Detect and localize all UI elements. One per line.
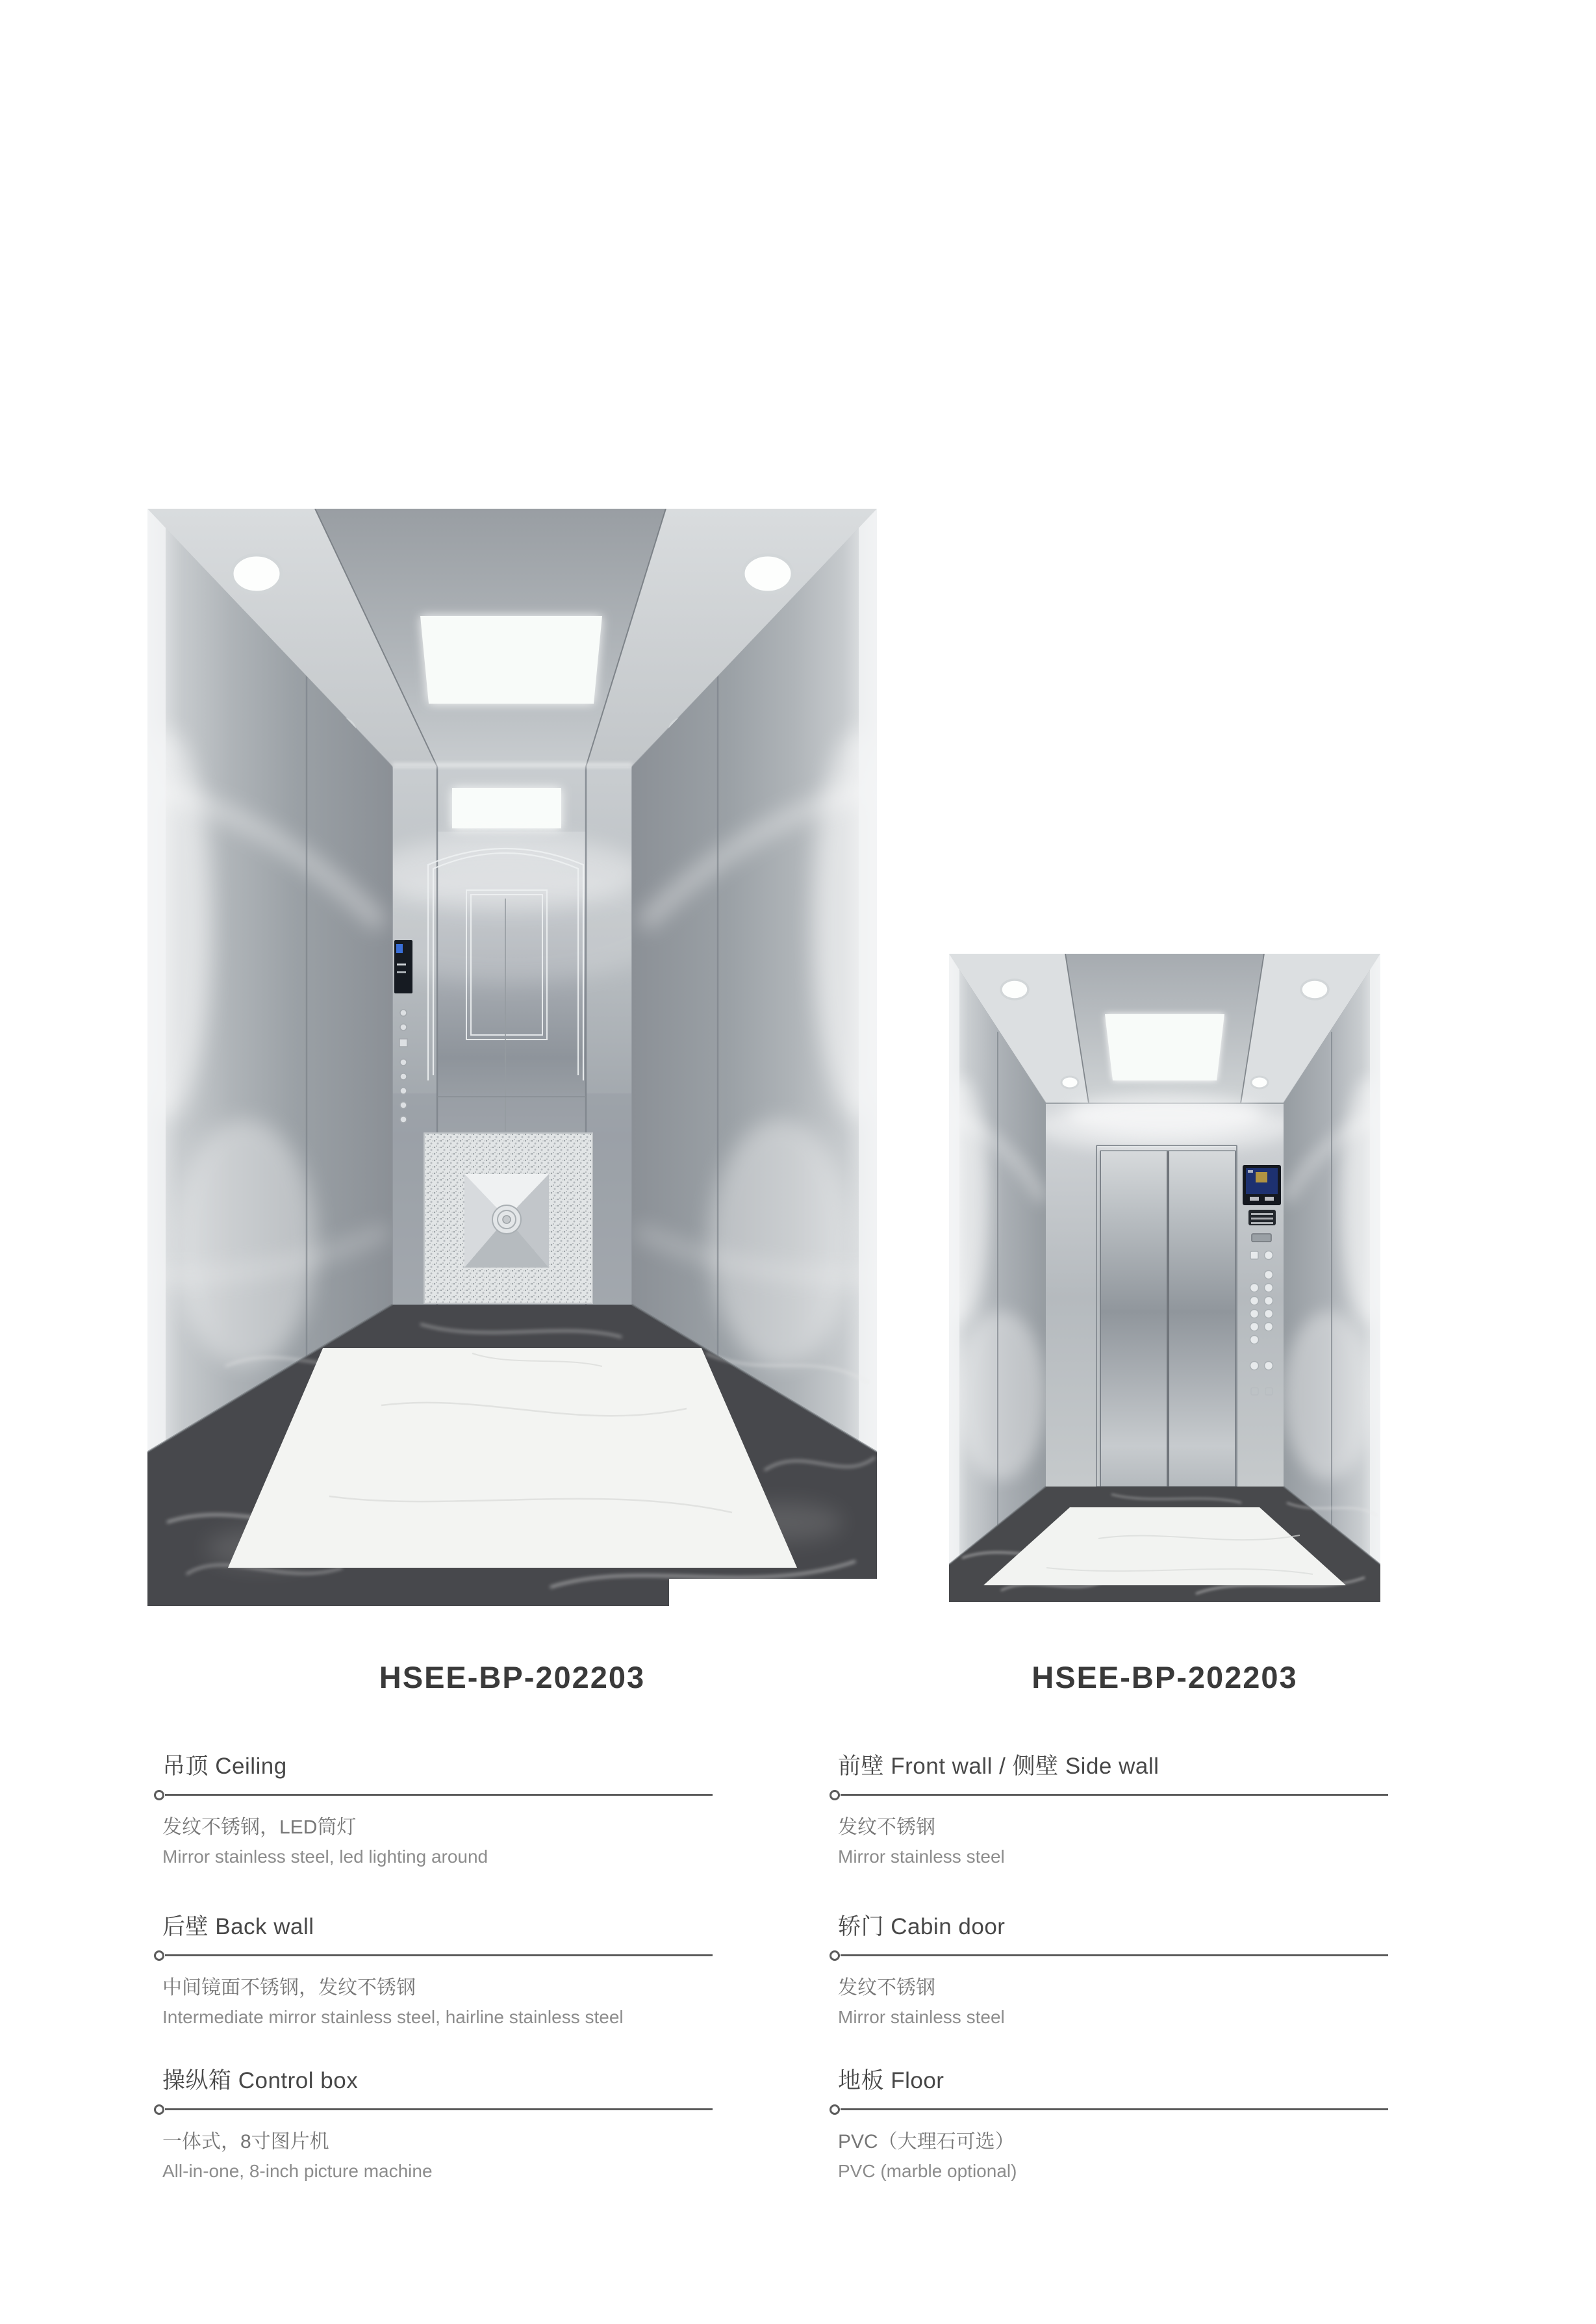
spec-heading: 操纵箱 Control box	[162, 2068, 359, 2093]
divider-circle-icon	[154, 2104, 164, 2115]
divider-line	[165, 1954, 713, 1957]
ceiling-light-panel	[1105, 1014, 1224, 1080]
control-button	[400, 1059, 407, 1066]
spec-desc-en: Intermediate mirror stainless steel, hairline stainless steel	[162, 2006, 624, 2027]
elevator-cabin-render-large	[147, 509, 877, 1606]
spec-section-control-box	[154, 2067, 713, 2182]
divider-line	[841, 1954, 1388, 1957]
cabin-door-left-panel	[1100, 1151, 1167, 1487]
spec-desc-en: All-in-one, 8-inch picture machine	[162, 2160, 433, 2181]
spec-section-back-wall	[154, 1913, 713, 2028]
cabin-door-gap	[1167, 1151, 1169, 1487]
ceiling-downlight	[1061, 1077, 1078, 1088]
spec-section-front-side-wall	[830, 1753, 1388, 1868]
spec-heading: 后壁 Back wall	[162, 1914, 314, 1939]
divider-line	[165, 2108, 713, 2111]
elevator-cabin-door-illustration	[949, 954, 1380, 1602]
ceiling-light-panel	[420, 616, 602, 704]
divider-line	[841, 1794, 1388, 1796]
spec-desc-zh: 发纹不锈钢	[838, 1817, 935, 1838]
cabin-front-wall	[1035, 1100, 1295, 1492]
spec-heading: 前壁 Front wall / 侧壁 Side wall	[838, 1754, 1159, 1779]
spec-desc-en: Mirror stainless steel	[838, 1846, 1005, 1867]
control-button	[399, 1039, 407, 1047]
spec-desc-zh: PVC（大理石可选）	[838, 2131, 1015, 2152]
spec-divider	[154, 2104, 713, 2114]
image-corner-notch	[669, 1579, 877, 1606]
spec-section-ceiling	[154, 1753, 713, 1868]
divider-circle-icon	[830, 2104, 840, 2115]
control-button	[400, 1073, 407, 1080]
spec-desc-en: Mirror stainless steel, led lighting around	[162, 1846, 488, 1867]
spec-section-cabin-door	[830, 1913, 1388, 2028]
spec-desc-en: Mirror stainless steel	[838, 2006, 1005, 2027]
spec-desc-zh: 发纹不锈钢	[838, 1977, 935, 1998]
model-caption-left: HSEE-BP-202203	[379, 1660, 646, 1694]
spec-heading: 地板 Floor	[838, 2068, 944, 2093]
spec-divider	[830, 1790, 1388, 1800]
control-button	[400, 1102, 407, 1108]
spec-section-floor	[830, 2067, 1388, 2182]
spec-desc-zh: 中间镜面不锈钢，发纹不锈钢	[162, 1977, 416, 1998]
spec-divider	[154, 1950, 713, 1960]
control-card-slot	[1252, 1234, 1271, 1242]
divider-circle-icon	[830, 1950, 840, 1961]
ceiling-downlight	[743, 555, 792, 593]
ceiling-downlight	[1001, 980, 1028, 999]
control-button	[400, 1024, 407, 1030]
decorative-relief-panel	[424, 1133, 592, 1303]
spec-desc-zh: 发纹不锈钢，LED筒灯	[162, 1817, 357, 1838]
spec-divider	[154, 1790, 713, 1800]
floor-white-marble-center	[228, 1348, 797, 1568]
ceiling-downlight	[1301, 980, 1328, 999]
model-caption-right: HSEE-BP-202203	[1032, 1660, 1298, 1694]
elevator-cabin-render-small	[949, 954, 1380, 1602]
divider-line	[841, 2108, 1388, 2111]
spec-desc-zh: 一体式，8寸图片机	[162, 2131, 329, 2152]
control-button	[400, 1088, 407, 1094]
ceiling-downlight	[1251, 1077, 1268, 1088]
spec-heading: 轿门 Cabin door	[838, 1914, 1006, 1939]
control-button	[400, 1116, 407, 1123]
control-button	[400, 1010, 407, 1016]
divider-circle-icon	[154, 1790, 164, 1800]
spec-heading: 吊顶 Ceiling	[162, 1754, 287, 1779]
elevator-cabin-interior-illustration	[147, 509, 877, 1606]
divider-circle-icon	[830, 1790, 840, 1800]
spec-divider	[830, 1950, 1388, 1960]
divider-line	[165, 1794, 713, 1796]
cabin-door-right-panel	[1169, 1151, 1235, 1487]
divider-circle-icon	[154, 1950, 164, 1961]
spec-divider	[830, 2104, 1388, 2114]
ceiling-downlight	[232, 555, 281, 593]
spec-desc-en: PVC (marble optional)	[838, 2160, 1017, 2181]
